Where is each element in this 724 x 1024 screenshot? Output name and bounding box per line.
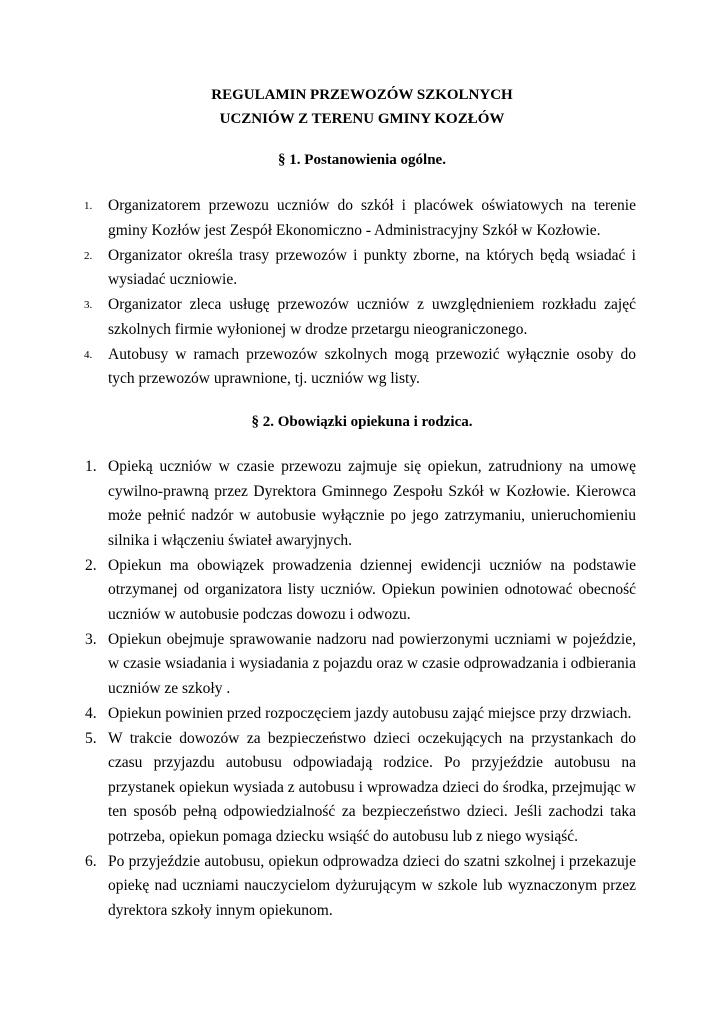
list-item-number: 4.: [85, 704, 97, 722]
section-2-list: [0, 455, 724, 924]
list-item-text: Opiekun obejmuje sprawowanie nadzoru nad powierzonymi uczniami w pojeździe, w czasie wsiadania i wysiadania z pojazdu oraz w czasie odprowadzania i odbierania uczniów ze szkoły .: [108, 630, 636, 697]
list-item-number: 2.: [84, 249, 93, 262]
list-item: [0, 293, 636, 342]
document-title-line-1: REGULAMIN PRZEWOZÓW SZKOLNYCH: [211, 87, 513, 103]
list-item-number: 4.: [84, 348, 93, 361]
list-item: [0, 850, 636, 924]
list-item-text: Organizator zleca usługę przewozów uczniów z uwzględnieniem rozkładu zajęć szkolnych firmie wyłonionej w drodze przetargu nieograniczonego.: [108, 296, 636, 338]
list-item-text: Autobusy w ramach przewozów szkolnych mogą przewozić wyłącznie osoby do tych przewozów uprawnione, tj. uczniów wg listy.: [108, 345, 636, 387]
list-item: [0, 455, 636, 553]
list-item: [0, 702, 636, 727]
list-item-number: 6.: [85, 852, 97, 870]
section-1-list: [0, 194, 724, 392]
list-item-text: Po przyjeździe autobusu, opiekun odprowadza dzieci do szatni szkolnej i przekazuje opiekę nad uczniami nauczycielom dyżurującym w szkole lub wyznaczonym przez dyrektora szkoły innym opiekunom.: [108, 852, 636, 919]
list-item-number: 2.: [85, 556, 97, 574]
list-item-number: 1.: [84, 200, 93, 212]
list-item-text: Opieką uczniów w czasie przewozu zajmuje się opiekun, zatrudniony na umowę cywilno-prawną przez Dyrektora Gminnego Zespołu Szkół w Kozłowie. Kierowca może pełnić nadzór w autobusie wyłącznie po jego zatrzymaniu, unieruchomieniu silnika i włączeniu świateł awaryjnych.: [108, 458, 636, 549]
list-item-text: Opiekun powinien przed rozpoczęciem jazdy autobusu zająć miejsce przy drzwiach.: [108, 704, 632, 722]
list-item: [0, 727, 636, 850]
list-item-number: 3.: [85, 630, 97, 648]
list-item-text: Organizator określa trasy przewozów i punkty zborne, na których będą wsiadać i wysiadać uczniowie.: [108, 246, 636, 288]
list-item: [0, 343, 636, 392]
list-item-number: 3.: [84, 299, 93, 311]
section-2-heading: § 2. Obowiązki opiekuna i rodzica.: [251, 414, 473, 430]
list-item: [0, 194, 636, 243]
section-1-heading: § 1. Postanowienia ogólne.: [278, 152, 446, 168]
list-item: [0, 244, 636, 293]
list-item-number: 5.: [85, 729, 97, 747]
document-title-line-2: UCZNIÓW Z TERENU GMINY KOZŁÓW: [219, 111, 505, 127]
list-item-number: 1.: [85, 458, 97, 475]
list-item-text: Opiekun ma obowiązek prowadzenia dziennej ewidencji uczniów na podstawie otrzymanej od organizatora listy uczniów. Opiekun powinien odnotować obecność uczniów w autobusie podczas dowozu i odwozu.: [108, 556, 636, 623]
list-item-text: Organizatorem przewozu uczniów do szkół i placówek oświatowych na terenie gminy Kozłów jest Zespół Ekonomiczno - Administracyjny Szkół w Kozłowie.: [108, 197, 636, 239]
list-item: [0, 628, 636, 702]
list-item-text: W trakcie dowozów za bezpieczeństwo dzieci oczekujących na przystankach do czasu przyjazdu autobusu odpowiadają rodzice. Po przyjeździe autobusu na przystanek opiekun wysiada z autobusu i wprowadza dzieci do środka, przejmując w ten sposób pełną odpowiedzialność za bezpieczeństwo dzieci. Jeśli zachodzi taka potrzeba, opiekun pomaga dziecku wsiąść do autobusu lub z niego wysiąść.: [108, 729, 636, 845]
list-item: [0, 554, 636, 628]
